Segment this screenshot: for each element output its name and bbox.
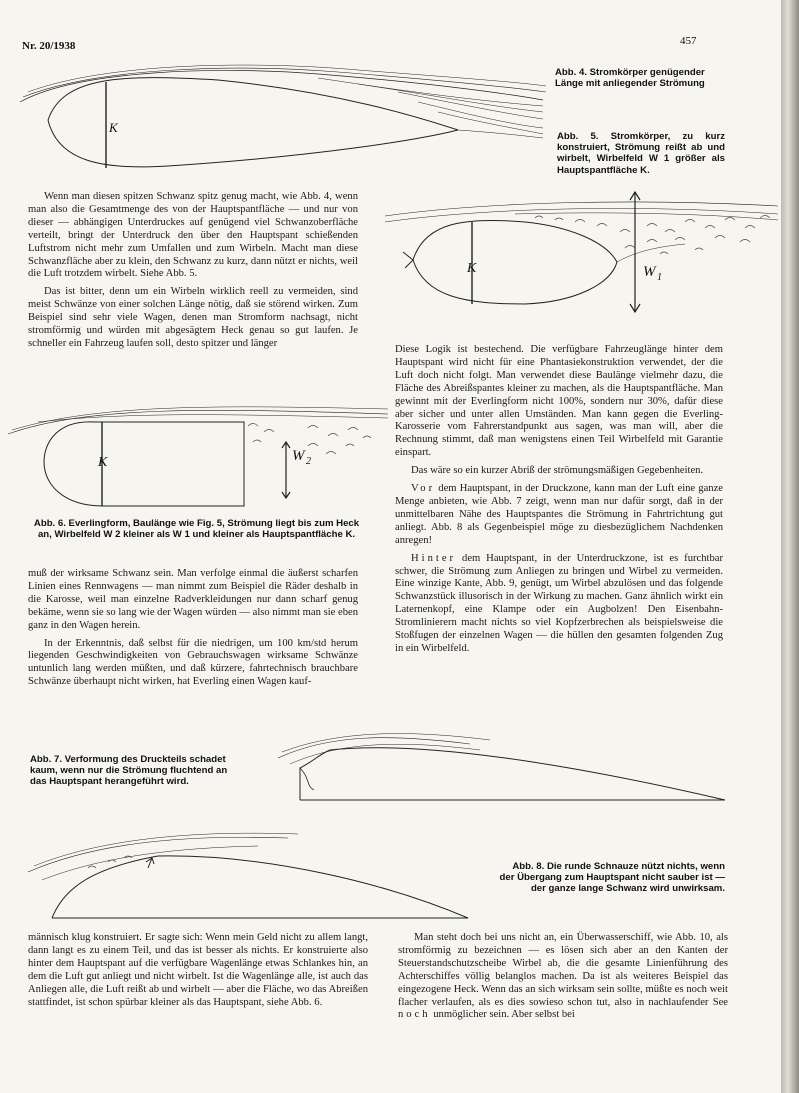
label-w1: W	[643, 264, 656, 280]
figure-abb6	[8, 402, 388, 512]
right-column-text	[395, 344, 723, 656]
left-column-text	[28, 191, 358, 351]
bottom-left-text	[28, 932, 368, 1009]
paragraph: In der Erkenntnis, daß selbst für die niedrigen, um 100 km/std herum liegenden Geschwindigkeiten von Gebrauchswagen wirksame Schwänze untunlich lang werden müßten, und daß kürzere, fahrtechnisch brauchbare Schwänze überhaupt nicht wirken, hat Everling einen Wagen kauf-	[28, 637, 358, 688]
label-w1-sub: 1	[657, 272, 662, 283]
caption-abb8: Abb. 8. Die runde Schnauze nützt nichts, wenn der Übergang zum Hauptspant nicht sauber ist — der ganze lange Schwanz wird unwirksam.	[499, 861, 725, 895]
paragraph: Das wäre so ein kurzer Abriß der strömungsmäßigen Gegebenheiten.	[411, 465, 704, 477]
page-number: 457	[680, 35, 697, 47]
label-k: K	[467, 261, 477, 276]
label-w2: W	[292, 448, 305, 464]
caption-abb4: Abb. 4. Stromkörper genügender Länge mit anliegender Strömung	[555, 67, 705, 90]
caption-abb6: Abb. 6. Everlingform, Baulänge wie Fig. 5, Strömung liegt bis zum Heck an, Wirbelfeld W 2 kleiner als W 1 und kleiner als Hauptspantfläche K.	[33, 518, 360, 541]
label-w2-sub: 2	[306, 456, 311, 467]
paragraph: Hinter dem Hauptspant, in der Unterdruckzone, ist es furchtbar schwer, die Strömung zum Anliegen zu bringen und Wirbel zu vermeiden. Eine winzige Kante, Abb. 9, genügt, um Wirbel abzulösen und das folgende Schwanzstück illusorisch in der Wirkung zu machen. Ganz ähnlich wirkt ein Laternenkopf, eine Klampe oder ein Augbolzen! Den Eisenbahn-Stromlinierern macht nichts so viel Kopfzerbrechen als beispielsweise die Stoßfugen der einzelnen Wagen — die hüllen den gesamten folgenden Zug in ein Wirbelfeld.	[395, 552, 723, 654]
figure-abb8	[28, 828, 478, 924]
label-k: K	[98, 455, 108, 470]
figure-abb7	[270, 728, 730, 806]
bottom-right-text	[398, 932, 728, 1022]
spaced-word: noch	[398, 1009, 431, 1021]
paragraph: muß der wirksame Schwanz sein. Man verfolge einmal die äußerst scharfen Linien eines Rennwagens — man nimmt zum Beispiel die Räder deshalb in die Karosse, weil man einzelne Radverkleidungen nur dann scharf genug bekäme, wenn sie so lang wie der Wagen würden — also nimmt man sie eben ganz in den Wagen herein.	[28, 568, 358, 631]
figure-abb5	[385, 192, 780, 327]
caption-abb5: Abb. 5. Stromkörper, zu kurz konstruiert, Strömung reißt ab und wirbelt, Wirbelfeld W 1 größer als Hauptspantfläche K.	[557, 131, 725, 176]
caption-abb7: Abb. 7. Verformung des Druckteils schadet kaum, wenn nur die Strömung fluchtend an das Hauptspant herangeführt wird.	[30, 754, 228, 788]
issue-number: Nr. 20/1938	[22, 40, 76, 52]
page-edge	[781, 0, 799, 1093]
spaced-word: Hinter	[411, 552, 457, 564]
label-k: K	[109, 120, 118, 135]
figure-abb4	[18, 62, 548, 182]
paragraph: Das ist bitter, denn um ein Wirbeln wirklich reell zu vermeiden, sind meist Schwänze von einer solchen Länge nötig, daß sie störend wirken. Zum Beispiel sind sehr viele Wagen, denen man Stromform nachsagt, nicht stromförmig und würden mit abgesägtem Heck genau so gut laufen. Je schneller ein Fahrzeug laufen soll, desto spitzer und länger	[28, 286, 358, 349]
paragraph: männisch klug konstruiert. Er sagte sich: Wenn mein Geld nicht zu allem langt, dann langt es zu einem Teil, und das ist besser als nichts. Er konstruierte also hinter dem Hauptspant auf die verfügbare Wagenlänge etwas Schlankes hin, an dem die Luft gut anliegt und nicht wirbelt. Ist die Wagenlänge alle, ist auch das Anliegen alle, die Luft reißt ab und wirbelt — aber die Fläche, wo das Abreißen stattfindet, ist schon spürbar kleiner als das Hauptspant, siehe Abb. 6.	[28, 932, 368, 1008]
left-column-text-continued	[28, 568, 358, 689]
paragraph: Wenn man diesen spitzen Schwanz spitz genug macht, wie Abb. 4, wenn man also die Gesamtmenge des von der Hauptspantfläche — und nur von dieser — abhängigen Unterdruckes auf genügend viel Schwanzoberfläche verteilt, bringt der Unterdruck den über den Hauptspant schießenden Luftstrom nicht mehr zum Umfallen und zum Wirbeln. Macht man diese Schwanzfläche aber zu klein, den Schwanz zu kurz, dann nützt er nichts, weil die Luft trotzdem wirbelt. Siehe Abb. 5.	[28, 191, 358, 280]
spaced-word: Vor	[411, 483, 436, 495]
paragraph: Diese Logik ist bestechend. Die verfügbare Fahrzeuglänge hinter dem Hauptspant wird nicht für eine Phantasiekonstruktion verwendet, der die Luft doch nicht folgt. Man verwendet diese Baulänge vielmehr dazu, die Fläche des Abreißspantes kleiner zu machen, als die Hauptspantfläche. Man gewinnt mit der Everlingform nicht 100%, sondern nur 30%, dafür diese aber sicher und unter allen Umständen. Man kann gegen die Everling-Karosserie vom Fahrerstandpunkt aus sagen, was man will, aber die Rechnung stimmt, daß man wenigstens einen Teil Wirbelfeld mit Garantie einspart.	[395, 344, 723, 459]
paragraph: Man steht doch bei uns nicht an, ein Überwasserschiff, wie Abb. 10, als stromförmig zu bezeichnen — es lösen sich aber an den Kanten der Steuerstandschutzscheibe Wirbel ab, die die gesamte Linienführung des Achterschiffes völlig belanglos machen. Da ist als weiteres Beispiel das eingezogene Heck. Wenn das an sich wirksam sein sollte, müßte es noch weit flacher verlaufen, als es dies sowieso schon tut, also in nachlaufender See noch unmöglicher sein. Aber selbst bei	[398, 932, 728, 1021]
paragraph: Vor dem Hauptspant, in der Druckzone, kann man der Luft eine ganze Menge anbieten, wie Abb. 7 zeigt, wenn man nur dafür sorgt, daß in der unmittelbaren Nähe des Hauptspantes die Strömung in Fahrtrichtung gut anliegt. Abb. 8 als Gegenbeispiel möge zu diesbezüglichem Nachdenken anregen!	[395, 483, 724, 546]
